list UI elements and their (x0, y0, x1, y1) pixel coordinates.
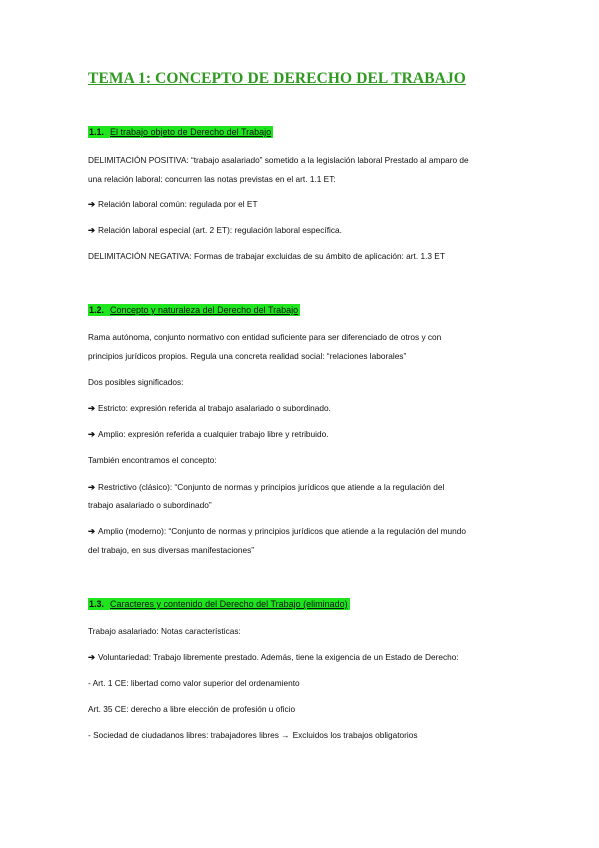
section-title: Concepto y naturaleza del Derecho del Trabajo (110, 305, 299, 315)
paragraph-line: del trabajo, en sus diversas manifestaciones” (88, 545, 255, 555)
paragraph-line: Rama autónoma, conjunto normativo con entidad suficiente para ser diferenciado de otros y con (88, 332, 442, 342)
document-title: TEMA 1: CONCEPTO DE DERECHO DEL TRABAJO (88, 70, 466, 87)
section-number: 1.2. (89, 305, 105, 315)
paragraph-line: Art. 35 CE: derecho a libre elección de profesión u oficio (88, 704, 296, 714)
bullet-item: ➔ Amplio: expresión referida a cualquier trabajo libre y retribuido. (88, 429, 329, 439)
paragraph-line: DELIMITACIÓN POSITIVA: “trabajo asalariado” sometido a la legislación laboral Prestado al amparo de (88, 155, 469, 165)
bullet-item: ➔ Voluntariedad: Trabajo libremente prestado. Además, tiene la exigencia de un Estado de Derecho: (88, 652, 459, 662)
paragraph-line: También encontramos el concepto: (88, 455, 217, 465)
section-number: 1.3. (89, 599, 105, 609)
paragraph-line: - Sociedad de ciudadanos libres: trabajadores libres → Excluidos los trabajos obligatorios (88, 730, 418, 740)
section-title: Caracteres y contenido del Derecho del Trabajo (eliminado) (110, 599, 348, 609)
bullet-item: ➔ Amplio (moderno): “Conjunto de normas y principios jurídicos que atiende a la regulación del mundo (88, 526, 466, 536)
paragraph-line: - Art. 1 CE: libertad como valor superior del ordenamiento (88, 678, 300, 688)
right-arrow-icon: ➔ (88, 403, 95, 413)
paragraph-line: Dos posibles significados: (88, 377, 184, 387)
bullet-item: ➔ Estricto: expresión referida al trabajo asalariado o subordinado. (88, 403, 331, 413)
section-heading-1-3 (88, 598, 350, 610)
right-arrow-icon: ➔ (88, 482, 95, 492)
right-arrow-icon: ➔ (88, 199, 95, 209)
section-number: 1.1. (89, 127, 105, 137)
paragraph-line: trabajo asalariado o subordinado” (88, 500, 212, 510)
right-arrow-icon: ➔ (88, 652, 95, 662)
section-heading-1-2 (88, 304, 300, 316)
right-arrow-icon: ➔ (88, 225, 95, 235)
bullet-item: ➔ Relación laboral especial (art. 2 ET): regulación laboral específica. (88, 225, 342, 235)
right-arrow-icon: → (281, 730, 290, 740)
paragraph-line: una relación laboral: concurren las notas previstas en el art. 1.1 ET: (88, 174, 336, 184)
paragraph-line: DELIMITACIÓN NEGATIVA: Formas de trabajar excluidas de su ámbito de aplicación: art. 1.3 ET (88, 251, 445, 261)
bullet-item: ➔ Relación laboral común: regulada por el ET (88, 199, 258, 209)
section-heading-1-1 (88, 126, 273, 138)
bullet-item: ➔ Restrictivo (clásico): “Conjunto de normas y principios jurídicos que atiende a la regulación del (88, 482, 445, 492)
section-title: El trabajo objeto de Derecho del Trabajo (110, 127, 272, 137)
paragraph-line: Trabajo asalariado: Notas características: (88, 626, 241, 636)
paragraph-line: principios jurídicos propios. Regula una concreta realidad social: “relaciones laborales” (88, 351, 407, 361)
right-arrow-icon: ➔ (88, 429, 95, 439)
right-arrow-icon: ➔ (88, 526, 95, 536)
